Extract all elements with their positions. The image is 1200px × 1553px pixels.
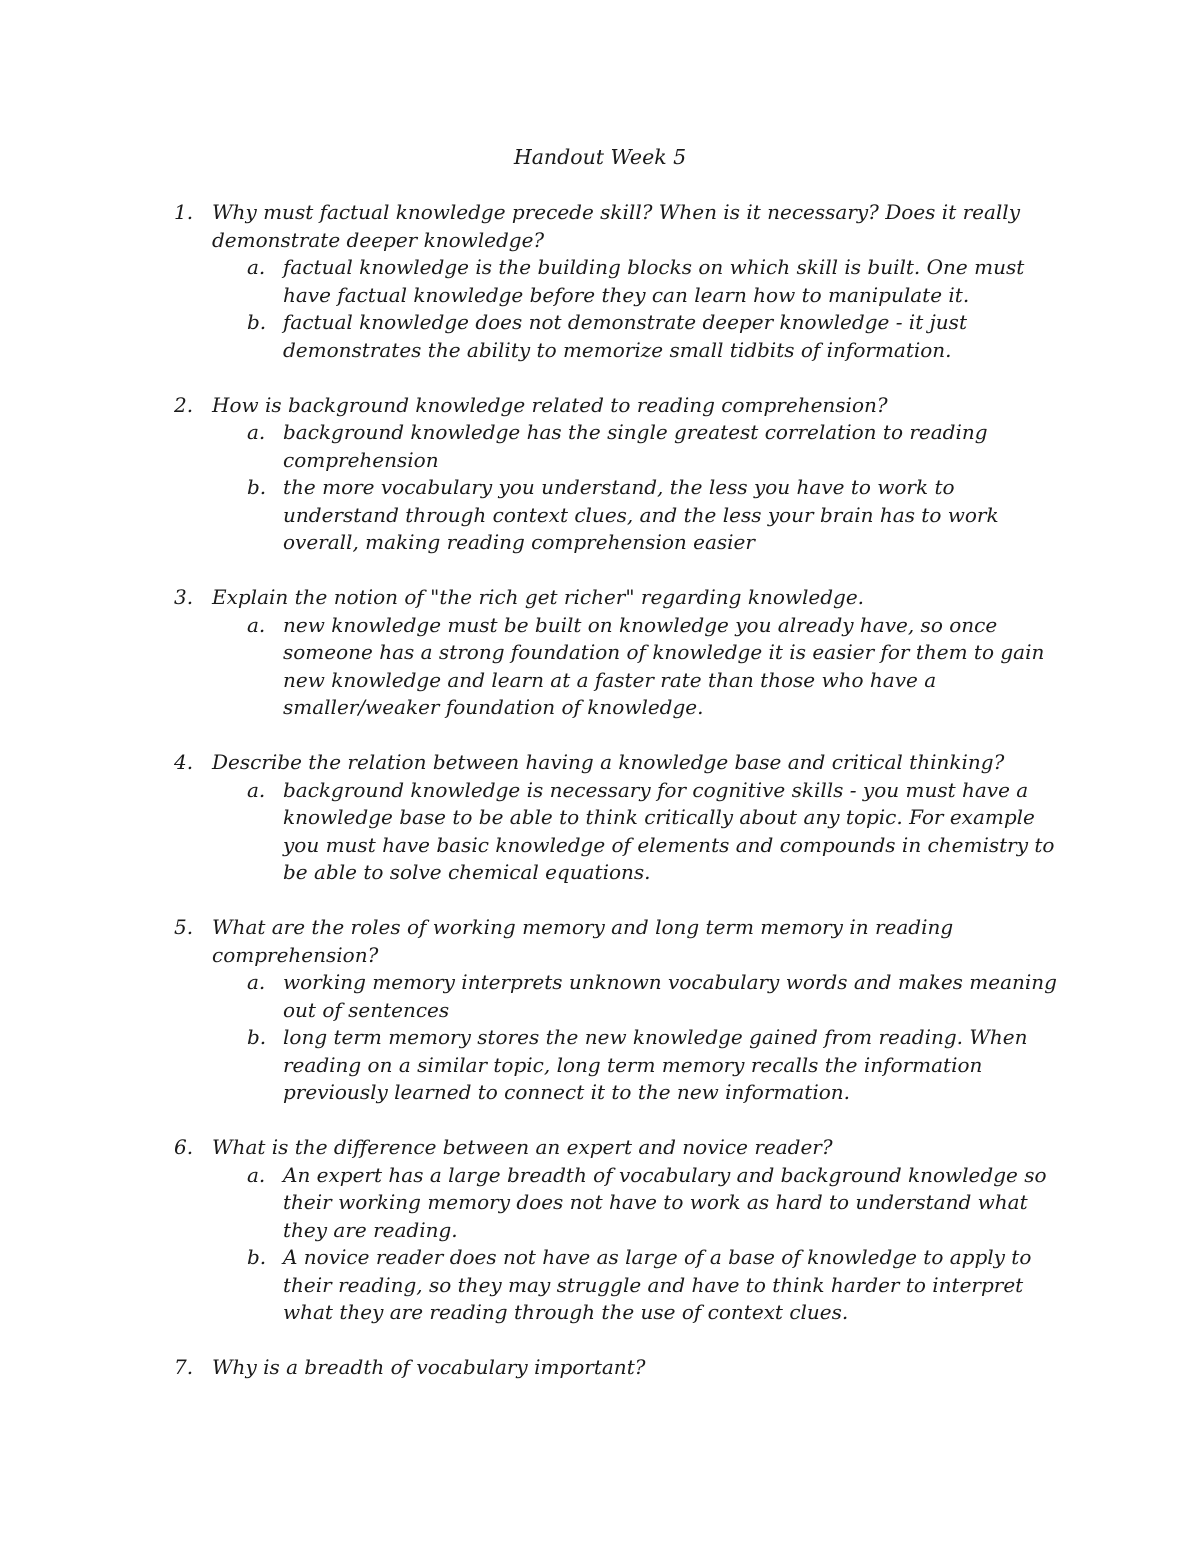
- question-item: [174, 1354, 1074, 1382]
- answer-list: [212, 1162, 1074, 1327]
- answer-letter: b.: [247, 310, 267, 334]
- page-title: Handout Week 5: [513, 145, 687, 169]
- question-number: 5.: [174, 915, 194, 939]
- answer-item: [212, 419, 1074, 474]
- question-item: [174, 392, 1074, 557]
- question-item: [174, 914, 1074, 1107]
- answer-item: [212, 777, 1074, 887]
- answer-letter: b.: [247, 1025, 267, 1049]
- question-number: 1.: [174, 200, 194, 224]
- question-text: Explain the notion of "the rich get richer" regarding knowledge.: [212, 585, 865, 609]
- answer-text: factual knowledge does not demonstrate deeper knowledge - it just demonstrates the ability to memorize small tidbits of information.: [283, 310, 967, 362]
- question-list: [174, 199, 1074, 1409]
- answer-letter: a.: [247, 1162, 266, 1187]
- question-text: Why is a breadth of vocabulary important?: [212, 1355, 646, 1379]
- question-number: 6.: [174, 1135, 194, 1159]
- answer-letter: a.: [247, 420, 266, 444]
- answer-list: [212, 419, 1074, 557]
- question-text: What is the difference between an expert and novice reader?: [212, 1135, 833, 1159]
- question-text: What are the roles of working memory and long term memory in reading comprehension?: [212, 915, 954, 967]
- answer-list: [212, 254, 1074, 364]
- answer-item: [212, 1162, 1074, 1245]
- answer-item: [212, 969, 1074, 1024]
- answer-text: background knowledge has the single greatest correlation to reading comprehension: [283, 420, 988, 472]
- answer-item: [212, 309, 1074, 364]
- question-number: 4.: [174, 750, 194, 774]
- answer-text: working memory interprets unknown vocabulary words and makes meaning out of sentences: [283, 970, 1057, 1022]
- answer-text: background knowledge is necessary for cognitive skills - you must have a knowledge base to be able to think critically about any topic. For example you must have basic knowledge of elements and compounds in chemistry to be able to solve chemical equations.: [283, 777, 1055, 884]
- answer-text: An expert has a large breadth of vocabulary and background knowledge so their working memory does not have to work as hard to understand what they are reading.: [283, 1162, 1047, 1242]
- question-number: 2.: [174, 392, 194, 417]
- answer-item: [212, 474, 1074, 557]
- answer-letter: a.: [247, 970, 266, 994]
- answer-text: new knowledge must be built on knowledge you already have, so once someone has a strong foundation of knowledge it is easier for them to gain new knowledge and learn at a faster rate than those who have a smaller/weaker foundation of knowledge.: [283, 612, 1045, 719]
- answer-letter: b.: [247, 1245, 267, 1269]
- answer-list: [212, 612, 1074, 722]
- question-text: Describe the relation between having a knowledge base and critical thinking?: [212, 750, 1005, 774]
- answer-item: [212, 1244, 1074, 1327]
- answer-item: [212, 254, 1074, 309]
- question-item: [174, 1134, 1074, 1327]
- question-item: [174, 749, 1074, 887]
- answer-item: [212, 612, 1074, 722]
- answer-letter: a.: [247, 612, 266, 637]
- question-number: 7.: [174, 1355, 194, 1379]
- answer-text: the more vocabulary you understand, the less you have to work to understand through context clues, and the less your brain has to work overall, making reading comprehension easier: [283, 475, 999, 554]
- question-number: 3.: [174, 585, 194, 609]
- answer-text: long term memory stores the new knowledge gained from reading. When reading on a similar topic, long term memory recalls the information previously learned to connect it to the new information.: [283, 1025, 1028, 1104]
- answer-letter: a.: [247, 777, 266, 802]
- answer-letter: a.: [247, 255, 266, 279]
- answer-text: A novice reader does not have as large of a base of knowledge to apply to their reading, so they may struggle and have to think harder to interpret what they are reading through the use of context clues.: [283, 1245, 1032, 1324]
- question-text: How is background knowledge related to reading comprehension?: [212, 392, 888, 417]
- answer-list: [212, 777, 1074, 887]
- question-item: [174, 199, 1074, 364]
- answer-letter: b.: [247, 475, 267, 499]
- answer-text: factual knowledge is the building blocks on which skill is built. One must have factual knowledge before they can learn how to manipulate it.: [283, 255, 1025, 307]
- question-text: Why must factual knowledge precede skill? When is it necessary? Does it really demonstrate deeper knowledge?: [212, 200, 1020, 252]
- question-item: [174, 584, 1074, 722]
- answer-item: [212, 1024, 1074, 1107]
- answer-list: [212, 969, 1074, 1107]
